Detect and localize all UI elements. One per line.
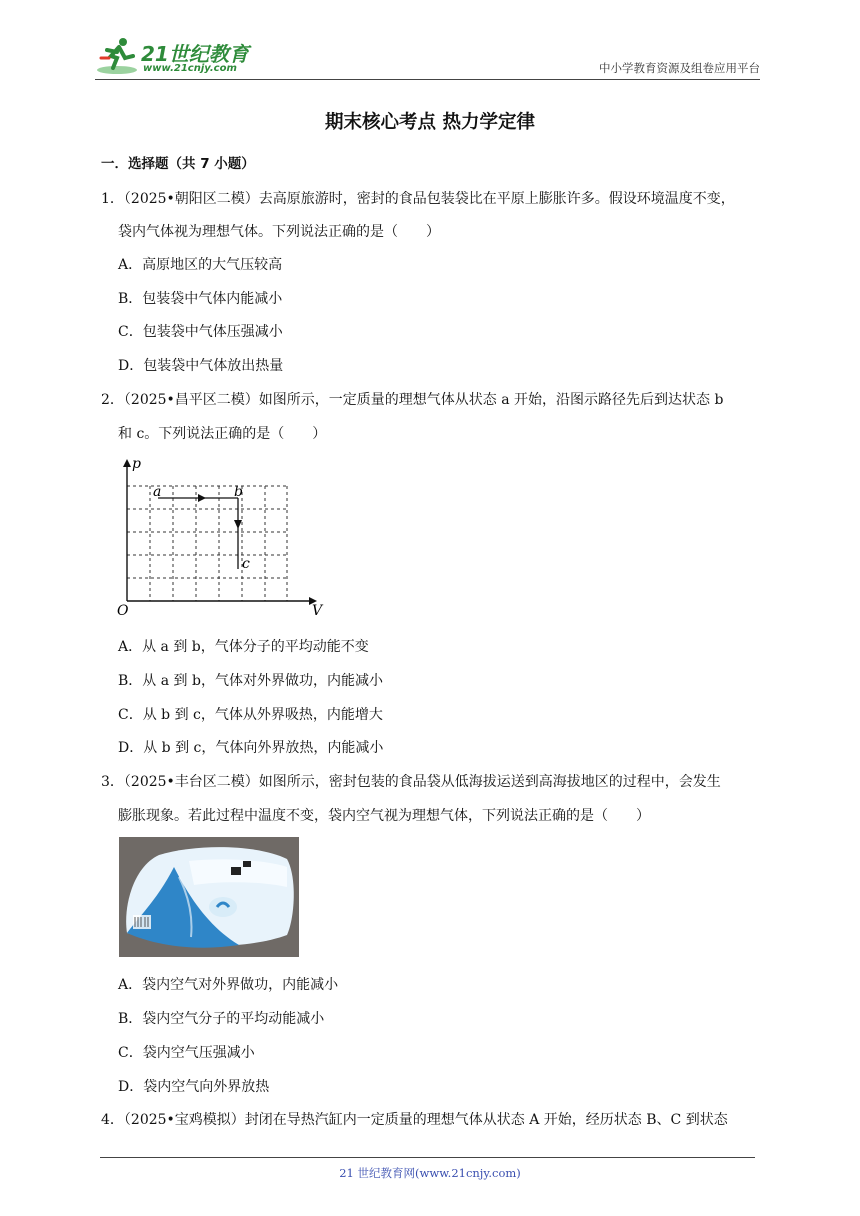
point-c-label: c: [242, 556, 250, 572]
page-title: 期末核心考点 热力学定律: [325, 112, 535, 133]
q2-option-c: C．从 b 到 c，气体从外界吸热，内能增大: [118, 707, 383, 723]
q2-line2: 和 c。下列说法正确的是（ ）: [118, 426, 327, 442]
q3-option-b: B．袋内空气分子的平均动能减小: [118, 1011, 325, 1027]
q2-line1: 2．（2025•昌平区二模）如图所示，一定质量的理想气体从状态 a 开始，沿图示路径先后到达状态 b: [101, 392, 724, 408]
q3-option-a: A．袋内空气对外界做功，内能减小: [118, 977, 339, 993]
page-header: [95, 32, 760, 80]
q3-option-c: C．袋内空气压强减小: [118, 1045, 255, 1061]
logo-url: www.21cnjy.com: [143, 63, 237, 74]
food-bag-photo: [119, 837, 299, 957]
origin-label: O: [117, 603, 129, 618]
logo-text: 21世纪教育: [141, 42, 249, 66]
footer-divider: [100, 1157, 755, 1158]
header-divider: [95, 79, 760, 80]
runner-logo-icon: [95, 36, 141, 78]
header-platform-text: 中小学教育资源及组卷应用平台: [599, 61, 760, 75]
q2-option-b: B．从 a 到 b，气体对外界做功，内能减小: [118, 673, 383, 689]
q4-line1: 4．（2025•宝鸡模拟）封闭在导热汽缸内一定质量的理想气体从状态 A 开始，经历状态 B、C 到状态: [101, 1112, 728, 1128]
v-axis-label: V: [312, 603, 323, 618]
q3-line1: 3．（2025•丰台区二模）如图所示，密封包装的食品袋从低海拔运送到高海拔地区的过程中，会发生: [101, 774, 721, 790]
q1-option-a: A．高原地区的大气压较高: [118, 257, 283, 273]
q1-option-c: C．包装袋中气体压强减小: [118, 324, 283, 340]
footer-text[interactable]: 21 世纪教育网(www.21cnjy.com): [339, 1166, 521, 1180]
q1-line2: 袋内气体视为理想气体。下列说法正确的是（ ）: [118, 224, 440, 240]
q2-option-a: A．从 a 到 b，气体分子的平均动能不变: [118, 639, 369, 655]
point-a-label: a: [153, 484, 162, 500]
q2-option-d: D．从 b 到 c，气体向外界放热，内能减小: [118, 740, 384, 756]
q3-line2: 膨胀现象。若此过程中温度不变，袋内空气视为理想气体，下列说法正确的是（ ）: [118, 808, 650, 824]
pv-diagram: [112, 456, 332, 618]
q1-option-b: B．包装袋中气体内能减小: [118, 291, 283, 307]
logo: [95, 36, 265, 76]
section-heading: 一．选择题（共 7 小题）: [101, 156, 255, 172]
q1-option-d: D．包装袋中气体放出热量: [118, 358, 284, 374]
p-axis-label: p: [132, 456, 141, 472]
q3-option-d: D．袋内空气向外界放热: [118, 1079, 270, 1095]
q1-line1: 1．（2025•朝阳区二模）去高原旅游时，密封的食品包装袋比在平原上膨胀许多。假设环境温度不变，: [101, 191, 735, 207]
point-b-label: b: [234, 484, 243, 500]
